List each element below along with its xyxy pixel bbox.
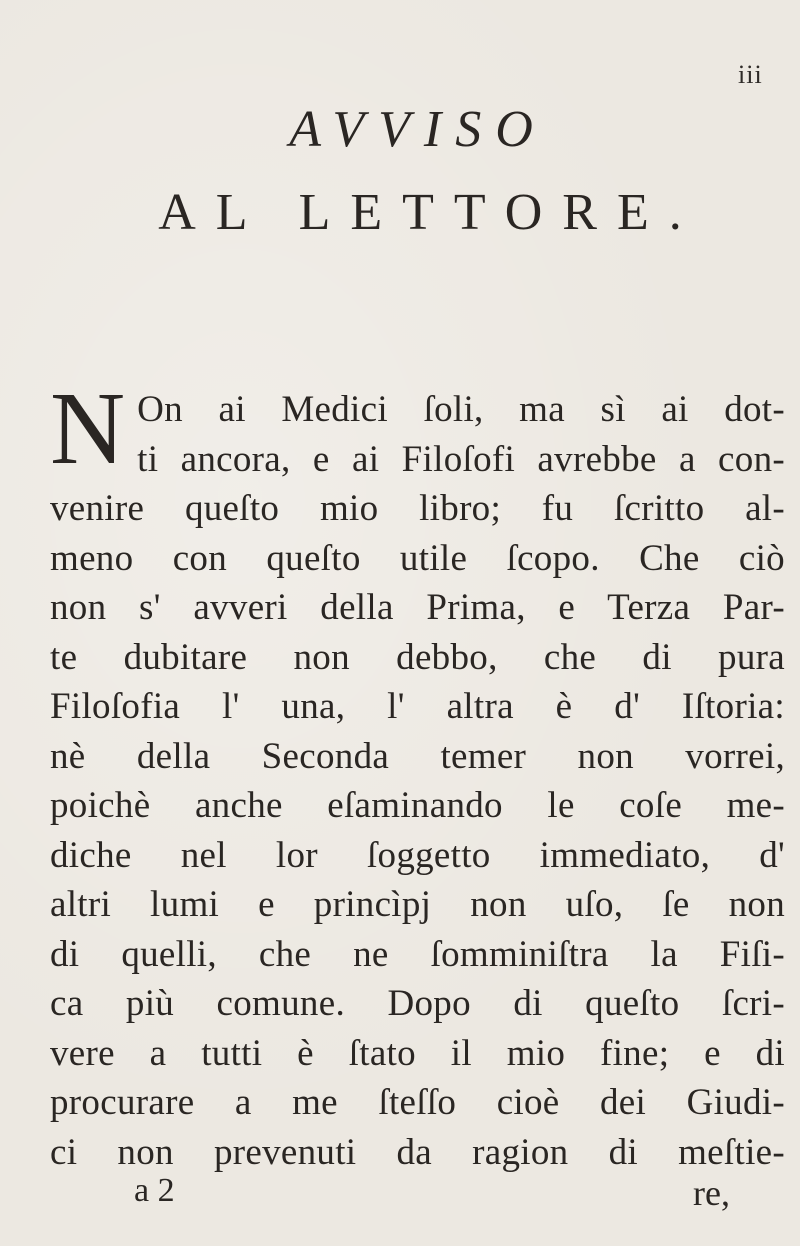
- text-line: procurare a me ſteſſo cioè dei Giudi-: [50, 1082, 785, 1123]
- text-line: ca più comune. Dopo di queſto ſcri-: [50, 983, 785, 1024]
- text-line: non s' avveri della Prima, e Terza Par-: [50, 587, 785, 628]
- body-text: [50, 371, 785, 1177]
- text-line: nè della Seconda temer non vorrei,: [50, 735, 785, 777]
- signature-mark: a 2: [134, 1172, 175, 1209]
- page-number: iii: [738, 60, 763, 89]
- text-line: vere a tutti è ſtato il mio fine; e di: [50, 1032, 785, 1074]
- text-line: poichè anche eſaminando le coſe me-: [50, 785, 785, 826]
- catchword: re,: [693, 1173, 730, 1213]
- text-line: te dubitare non debbo, che di pura: [50, 636, 785, 678]
- drop-cap: N: [50, 371, 126, 486]
- text-line: ti ancora, e ai Filoſofi avrebbe a con-: [137, 438, 785, 480]
- text-line: diche nel lor ſoggetto immediato, d': [50, 834, 785, 876]
- text-line: ci non prevenuti da ragion di meſtie-: [50, 1131, 785, 1173]
- title-avviso: AVVISO: [289, 101, 547, 158]
- text-line: di quelli, che ne ſomminiſtra la Fiſi-: [50, 933, 785, 975]
- text-line: On ai Medici ſoli, ma sì ai dot-: [137, 389, 785, 430]
- title-al-lettore: AL LETTORE.: [158, 184, 702, 241]
- text-line: meno con queſto utile ſcopo. Che ciò: [50, 537, 785, 579]
- text-line: Filoſofia l' una, l' altra è d' Iſtoria:: [50, 686, 785, 727]
- text-line: venire queſto mio libro; fu ſcritto al-: [50, 488, 785, 529]
- text-line: altri lumi e princìpj non uſo, ſe non: [50, 884, 785, 925]
